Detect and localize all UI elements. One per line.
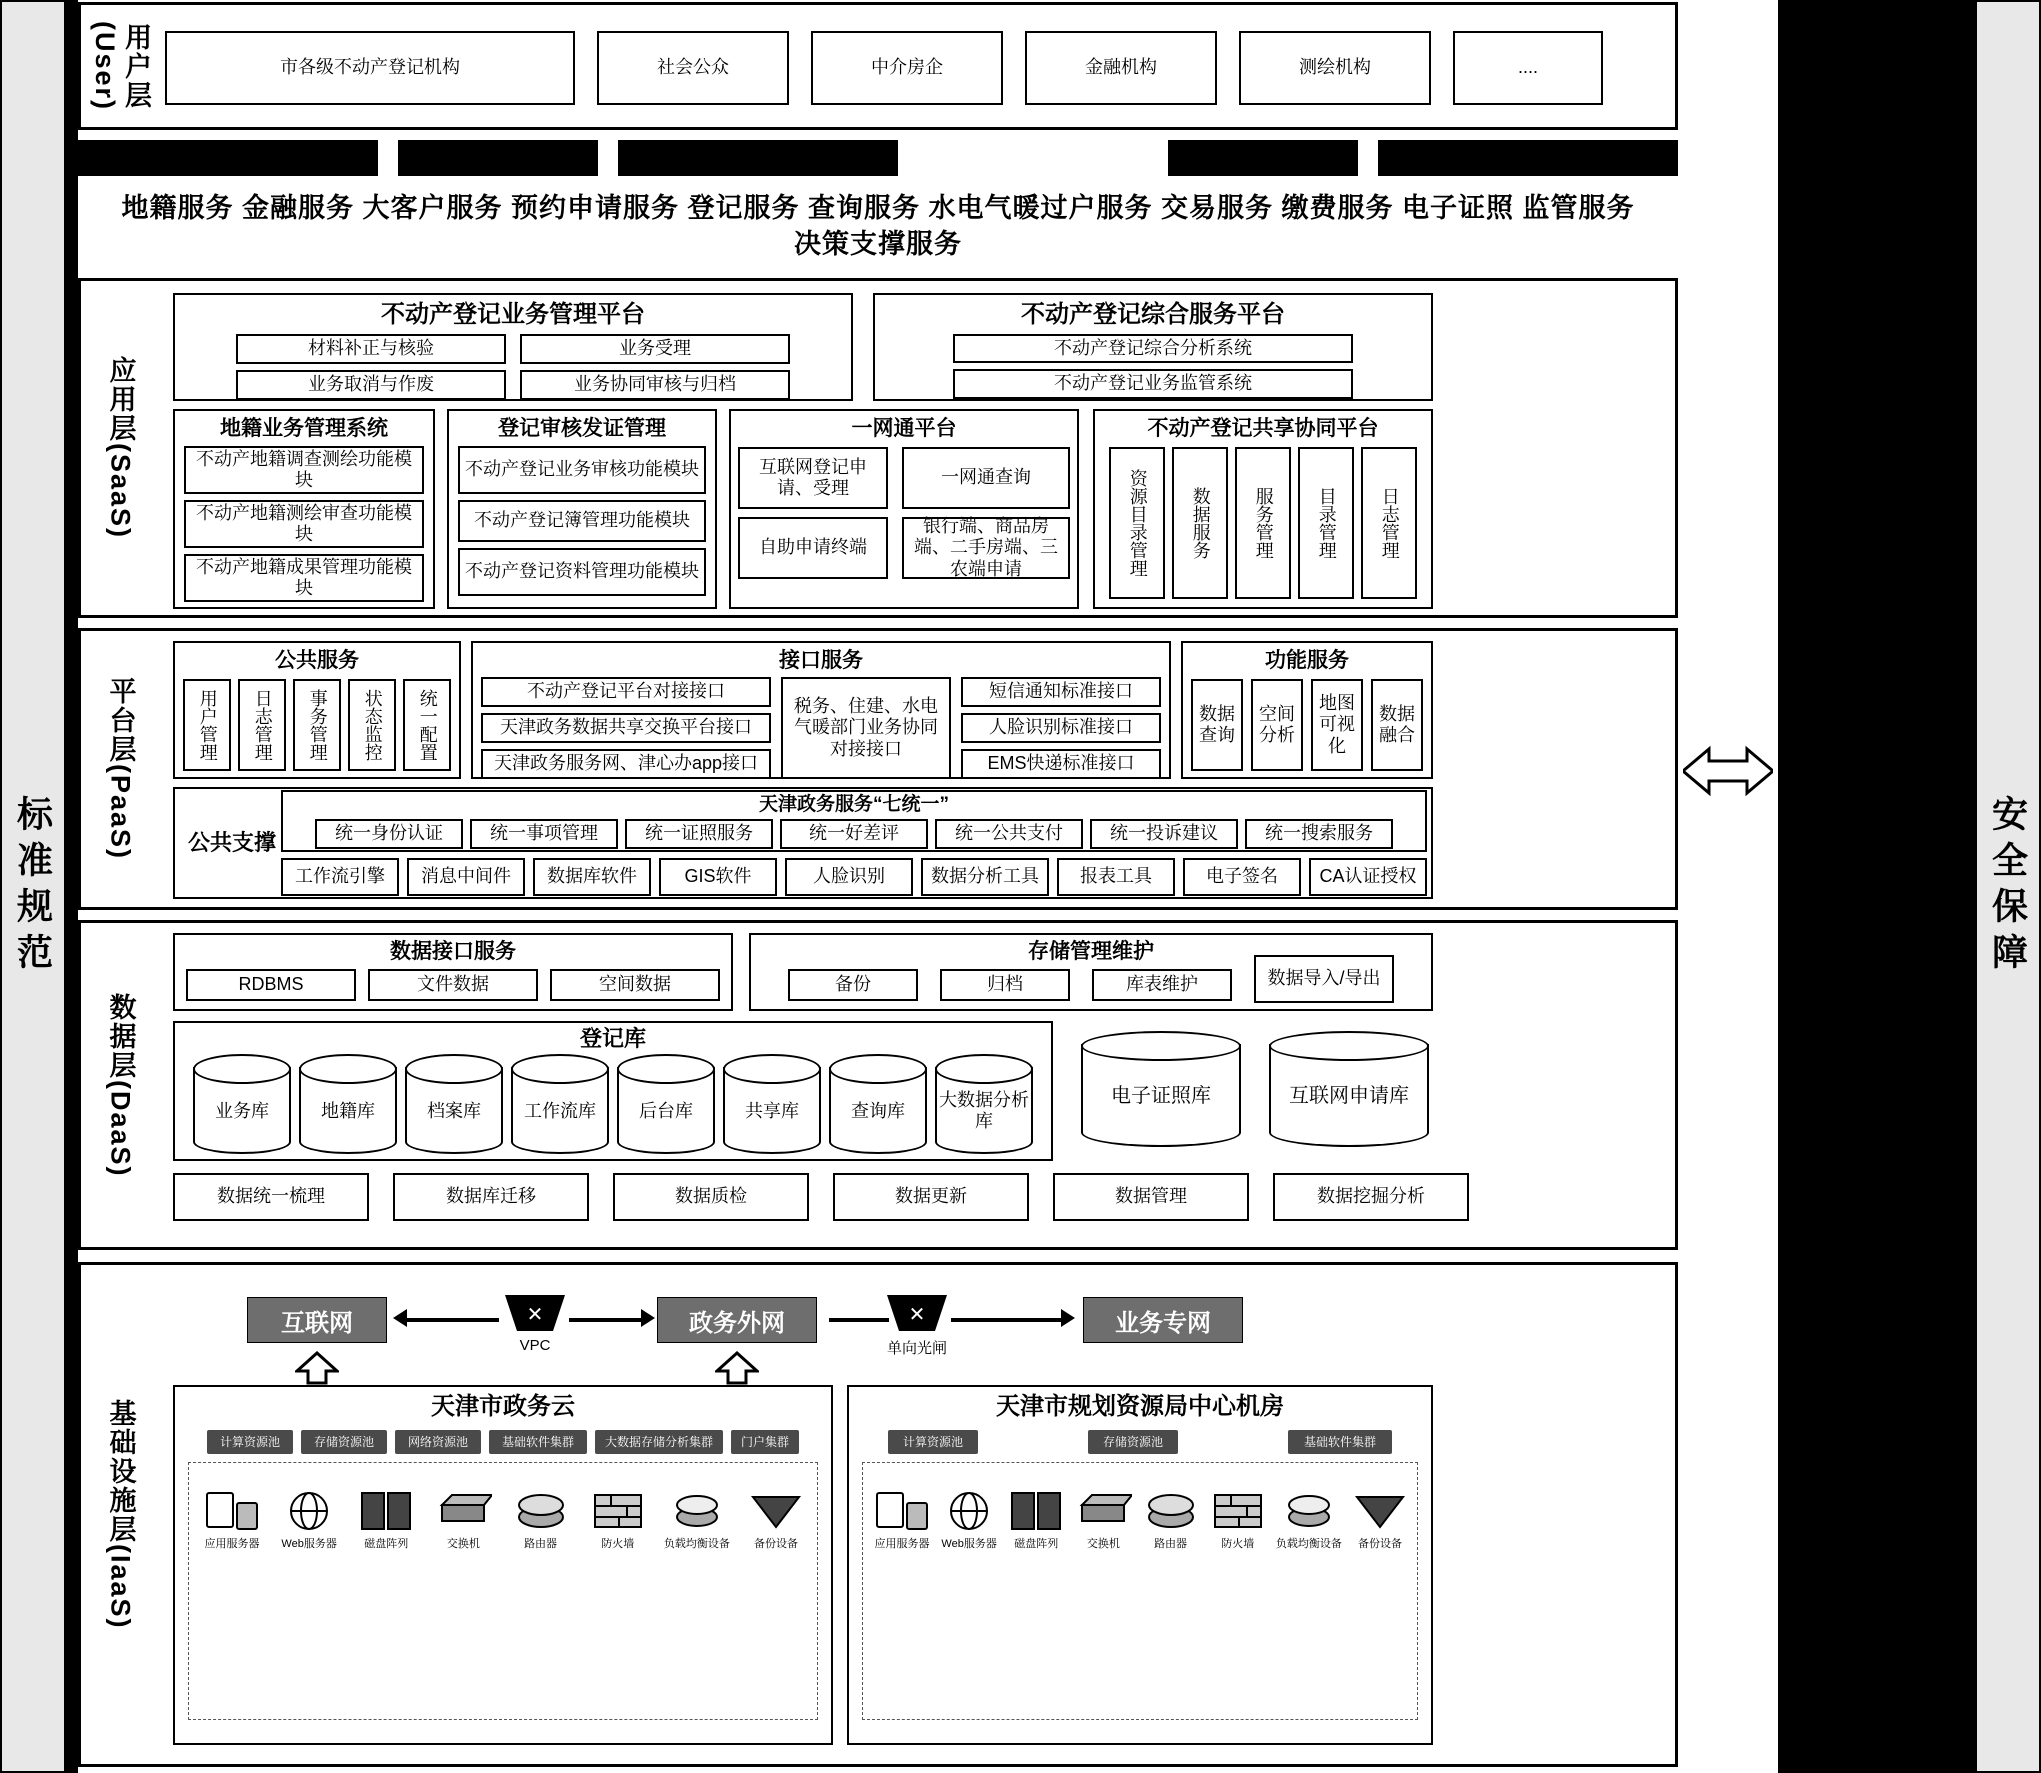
- device-label: 应用服务器: [874, 1538, 930, 1551]
- resource-tag[interactable]: 计算资源池: [207, 1430, 293, 1454]
- system-module[interactable]: 不动产地籍测绘审查功能模块: [184, 500, 424, 548]
- data-interface-item[interactable]: RDBMS: [186, 969, 356, 1001]
- db-label: 共享库: [745, 1100, 799, 1121]
- device-label: 防火墙: [1221, 1538, 1255, 1551]
- platform-item[interactable]: 业务协同审核与归档: [520, 370, 790, 400]
- function-service-group: [1181, 641, 1433, 779]
- data-interface-item[interactable]: 文件数据: [368, 969, 538, 1001]
- device-label: Web服务器: [941, 1538, 997, 1551]
- saas-layer: [78, 278, 1678, 618]
- group-title: 接口服务: [779, 649, 863, 672]
- platform-item[interactable]: 不动产登记业务监管系统: [953, 369, 1353, 399]
- cloud-title: 天津市规划资源局中心机房: [996, 1393, 1284, 1420]
- connector-line: [829, 1318, 889, 1322]
- unified-item[interactable]: 统一证照服务: [625, 819, 773, 849]
- tool-item[interactable]: 电子签名: [1183, 858, 1301, 896]
- data-op-item[interactable]: 数据挖掘分析: [1273, 1173, 1469, 1221]
- public-service-item[interactable]: 用户管理: [183, 679, 231, 771]
- interface-item[interactable]: 税务、住建、水电气暖部门业务协同对接接口: [781, 677, 951, 779]
- tool-item[interactable]: CA认证授权: [1309, 858, 1427, 896]
- tool-item[interactable]: 数据库软件: [533, 858, 651, 896]
- database-cylinder[interactable]: [405, 1054, 503, 1154]
- database-cylinder[interactable]: [1081, 1031, 1241, 1147]
- tool-item[interactable]: 数据分析工具: [921, 858, 1049, 896]
- device-label: 负载均衡设备: [1275, 1538, 1342, 1551]
- public-support-label: 公共支撑: [187, 829, 276, 855]
- system-module[interactable]: 目录管理: [1298, 447, 1354, 599]
- right-black-gap: [1778, 0, 1960, 1773]
- connector-bar: [398, 140, 598, 176]
- arrow-left-icon: [393, 1309, 407, 1327]
- cadastral-business-system: [173, 409, 435, 609]
- unified-item[interactable]: 统一身份认证: [315, 819, 463, 849]
- device-web-server: [272, 1487, 346, 1551]
- network-gov-extranet[interactable]: 政务外网: [657, 1297, 817, 1343]
- device-backup: [739, 1487, 813, 1551]
- database-cylinder[interactable]: [935, 1054, 1033, 1154]
- function-item[interactable]: 数据融合: [1371, 679, 1423, 771]
- device-web-server: [936, 1487, 1002, 1551]
- connector-bar: [1168, 140, 1358, 176]
- rail-standards: [0, 0, 66, 1773]
- business-mgmt-platform: [173, 293, 853, 401]
- user-layer-label: 用户层(User): [90, 20, 152, 112]
- device-app-server: [195, 1487, 269, 1551]
- db-label: 档案库: [427, 1100, 481, 1121]
- resource-tag[interactable]: 基础软件集群: [489, 1430, 587, 1454]
- saas-layer-label: 应用层(SaaS): [105, 356, 136, 540]
- system-module[interactable]: 服务管理: [1235, 447, 1291, 599]
- center-room-box: [847, 1385, 1433, 1745]
- share-collab-platform: [1093, 409, 1433, 609]
- device-label: Web服务器: [281, 1538, 337, 1551]
- iaas-layer-label: 基础设施层(IaaS): [105, 1399, 136, 1630]
- service-strip-line2: 决策支撑服务: [794, 229, 962, 260]
- user-item[interactable]: ....: [1453, 31, 1603, 105]
- storage-item[interactable]: 归档: [940, 969, 1070, 1001]
- public-support-group: [173, 787, 1433, 899]
- daas-layer: [78, 920, 1678, 1250]
- unified-services-box: [281, 790, 1427, 852]
- svg-text:✕: ✕: [526, 1304, 544, 1326]
- paas-layer: [78, 628, 1678, 910]
- unified-title: 天津政务服务“七统一”: [758, 794, 949, 815]
- database-cylinder[interactable]: [1269, 1031, 1429, 1147]
- device-load-balancer: [1272, 1487, 1346, 1551]
- device-label: 交换机: [1086, 1538, 1120, 1551]
- data-op-item[interactable]: 数据库迁移: [393, 1173, 589, 1221]
- database-cylinder[interactable]: [511, 1054, 609, 1154]
- platform-title: 不动产登记业务管理平台: [381, 301, 645, 328]
- resource-tag[interactable]: 网络资源池: [395, 1430, 481, 1454]
- public-service-item[interactable]: 统一配置: [403, 679, 451, 771]
- storage-maintenance-group: [749, 933, 1433, 1011]
- database-cylinder[interactable]: [617, 1054, 715, 1154]
- optical-gate-label: 单向光闸: [886, 1340, 947, 1357]
- device-label: 路由器: [524, 1538, 558, 1551]
- database-cylinder[interactable]: [829, 1054, 927, 1154]
- user-item[interactable]: 测绘机构: [1239, 31, 1431, 105]
- system-module[interactable]: 银行端、商品房端、二手房端、三农端申请: [902, 517, 1070, 579]
- data-op-item[interactable]: 数据更新: [833, 1173, 1029, 1221]
- bidirectional-arrow-icon: [1683, 745, 1773, 797]
- device-switch: [1070, 1487, 1136, 1551]
- device-backup: [1347, 1487, 1413, 1551]
- connector-line: [399, 1318, 499, 1322]
- user-item[interactable]: 金融机构: [1025, 31, 1217, 105]
- db-label: 大数据分析库: [939, 1089, 1029, 1132]
- system-module[interactable]: 不动产地籍成果管理功能模块: [184, 554, 424, 602]
- device-label: 路由器: [1154, 1538, 1188, 1551]
- device-load-balancer: [658, 1487, 736, 1551]
- system-module[interactable]: 一网通查询: [902, 447, 1070, 509]
- resource-tag[interactable]: 大数据存储分析集群: [595, 1430, 723, 1454]
- db-label: 业务库: [215, 1100, 269, 1121]
- group-title: 存储管理维护: [1028, 940, 1154, 963]
- tool-item[interactable]: 报表工具: [1057, 858, 1175, 896]
- platform-item[interactable]: 业务受理: [520, 334, 790, 364]
- daas-layer-label: 数据层(DaaS): [105, 992, 136, 1178]
- system-module[interactable]: 自助申请终端: [738, 517, 888, 579]
- arrow-right-icon: [1061, 1309, 1075, 1327]
- rail-standards-label: 标准规范: [12, 794, 54, 979]
- device-label: 备份设备: [753, 1538, 798, 1551]
- device-label: 磁盘阵列: [364, 1538, 409, 1551]
- one-net-platform: [729, 409, 1079, 609]
- db-label: 查询库: [851, 1100, 905, 1121]
- interface-item[interactable]: 短信通知标准接口: [961, 677, 1161, 707]
- registration-review-system: [447, 409, 717, 609]
- device-router: [504, 1487, 578, 1551]
- system-title: 登记审核发证管理: [498, 417, 666, 440]
- rail-security-label: 安全保障: [1987, 794, 2029, 979]
- system-module[interactable]: 不动产登记业务审核功能模块: [458, 446, 706, 494]
- diagram-canvas: [78, 0, 1778, 1773]
- connector-bars: [78, 140, 1700, 176]
- function-item[interactable]: 地图可视化: [1311, 679, 1363, 771]
- connector-line: [951, 1318, 1067, 1322]
- data-interface-group: [173, 933, 733, 1011]
- service-strip: [78, 190, 1678, 263]
- system-module[interactable]: 不动产登记资料管理功能模块: [458, 548, 706, 596]
- service-strip-line1: 地籍服务 金融服务 大客户服务 预约申请服务 登记服务 查询服务 水电气暖过户服务 交易服务 缴费服务 电子证照 监管服务: [121, 193, 1635, 223]
- unified-item[interactable]: 统一投诉建议: [1090, 819, 1238, 849]
- system-title: 地籍业务管理系统: [220, 417, 388, 440]
- interface-item[interactable]: 人脸识别标准接口: [961, 713, 1161, 743]
- data-interface-item[interactable]: 空间数据: [550, 969, 720, 1001]
- system-module[interactable]: 互联网登记申请、受理: [738, 447, 888, 509]
- platform-item[interactable]: 不动产登记综合分析系统: [953, 334, 1353, 364]
- vpc-label: VPC: [519, 1337, 551, 1354]
- resource-tag[interactable]: 计算资源池: [888, 1430, 978, 1454]
- tool-item[interactable]: 消息中间件: [407, 858, 525, 896]
- tool-item[interactable]: 工作流引擎: [281, 858, 399, 896]
- user-item[interactable]: 市各级不动产登记机构: [165, 31, 575, 105]
- device-app-server: [869, 1487, 935, 1551]
- public-service-item[interactable]: 状态监控: [348, 679, 396, 771]
- comprehensive-service-platform: [873, 293, 1433, 401]
- gov-cloud-box: [173, 1385, 833, 1745]
- db-label: 互联网申请库: [1289, 1085, 1409, 1107]
- storage-item[interactable]: 备份: [788, 969, 918, 1001]
- resource-tag[interactable]: 存储资源池: [301, 1430, 387, 1454]
- system-module[interactable]: 数据服务: [1172, 447, 1228, 599]
- data-op-item[interactable]: 数据管理: [1053, 1173, 1249, 1221]
- cloud-title: 天津市政务云: [431, 1393, 575, 1420]
- svg-text:✕: ✕: [908, 1304, 926, 1326]
- unified-item[interactable]: 统一好差评: [780, 819, 928, 849]
- vpc-icon: [501, 1291, 569, 1335]
- system-module[interactable]: 日志管理: [1361, 447, 1417, 599]
- system-module[interactable]: 不动产地籍调查测绘功能模块: [184, 446, 424, 494]
- network-business-private[interactable]: 业务专网: [1083, 1297, 1243, 1343]
- rail-security: [1975, 0, 2041, 1773]
- device-label: 应用服务器: [204, 1538, 260, 1551]
- device-label: 备份设备: [1357, 1538, 1402, 1551]
- tool-item[interactable]: 人脸识别: [785, 858, 913, 896]
- connector-bar: [618, 140, 898, 176]
- device-label: 负载均衡设备: [663, 1538, 730, 1551]
- group-title: 数据接口服务: [390, 940, 516, 963]
- tool-item[interactable]: GIS软件: [659, 858, 777, 896]
- platform-title: 不动产登记综合服务平台: [1021, 301, 1285, 328]
- database-cylinder[interactable]: [723, 1054, 821, 1154]
- unified-item[interactable]: 统一事项管理: [470, 819, 618, 849]
- public-service-item[interactable]: 事务管理: [293, 679, 341, 771]
- function-item[interactable]: 数据查询: [1191, 679, 1243, 771]
- unified-item[interactable]: 统一搜索服务: [1245, 819, 1393, 849]
- device-switch: [426, 1487, 500, 1551]
- group-title: 公共服务: [275, 649, 359, 672]
- interface-item[interactable]: EMS快递标准接口: [961, 749, 1161, 779]
- iaas-layer: [78, 1262, 1678, 1767]
- interface-service-group: [471, 641, 1171, 779]
- arrow-right-icon: [641, 1309, 655, 1327]
- interface-item[interactable]: 不动产登记平台对接接口: [481, 677, 771, 707]
- device-router: [1138, 1487, 1204, 1551]
- resource-tag[interactable]: 门户集群: [731, 1430, 799, 1454]
- data-op-item[interactable]: 数据质检: [613, 1173, 809, 1221]
- connector-bar: [78, 140, 378, 176]
- device-label: 防火墙: [601, 1538, 635, 1551]
- connector-line: [569, 1318, 647, 1322]
- group-title: 功能服务: [1265, 649, 1349, 672]
- database-cylinder[interactable]: [193, 1054, 291, 1154]
- platform-item[interactable]: 业务取消与作废: [236, 370, 506, 400]
- resource-tag[interactable]: 存储资源池: [1088, 1430, 1178, 1454]
- paas-layer-label: 平台层(PaaS): [105, 677, 136, 861]
- db-label: 电子证照库: [1111, 1085, 1211, 1107]
- device-disk-array: [1003, 1487, 1069, 1551]
- system-module[interactable]: 不动产登记簿管理功能模块: [458, 500, 706, 542]
- public-service-item[interactable]: 日志管理: [238, 679, 286, 771]
- function-item[interactable]: 空间分析: [1251, 679, 1303, 771]
- user-item[interactable]: 社会公众: [597, 31, 789, 105]
- db-label: 后台库: [639, 1100, 693, 1121]
- user-item[interactable]: 中介房企: [811, 31, 1003, 105]
- interface-item[interactable]: 天津政务服务网、津心办app接口: [481, 749, 771, 779]
- device-disk-array: [349, 1487, 423, 1551]
- registration-db-group: [173, 1021, 1053, 1161]
- db-label: 工作流库: [524, 1100, 596, 1121]
- device-firewall: [1205, 1487, 1271, 1551]
- unified-item[interactable]: 统一公共支付: [935, 819, 1083, 849]
- interface-item[interactable]: 天津政务数据共享交换平台接口: [481, 713, 771, 743]
- public-service-group: [173, 641, 461, 779]
- group-title: 登记库: [579, 1026, 646, 1051]
- database-cylinder[interactable]: [299, 1054, 397, 1154]
- optical-gate-icon: [883, 1291, 951, 1335]
- connector-bar: [1378, 140, 1678, 176]
- system-title: 一网通平台: [851, 417, 957, 440]
- user-layer: [78, 2, 1678, 130]
- device-label: 交换机: [446, 1538, 480, 1551]
- system-title: 不动产登记共享协同平台: [1147, 417, 1379, 440]
- data-op-item[interactable]: 数据统一梳理: [173, 1173, 369, 1221]
- db-label: 地籍库: [321, 1100, 375, 1121]
- system-module[interactable]: 资源目录管理: [1109, 447, 1165, 599]
- resource-tag[interactable]: 基础软件集群: [1288, 1430, 1392, 1454]
- network-internet[interactable]: 互联网: [247, 1297, 387, 1343]
- platform-item[interactable]: 材料补正与核验: [236, 334, 506, 364]
- device-firewall: [581, 1487, 655, 1551]
- storage-item[interactable]: 库表维护: [1092, 969, 1232, 1001]
- storage-item[interactable]: 数据导入/导出: [1254, 955, 1394, 1003]
- device-label: 磁盘阵列: [1014, 1538, 1059, 1551]
